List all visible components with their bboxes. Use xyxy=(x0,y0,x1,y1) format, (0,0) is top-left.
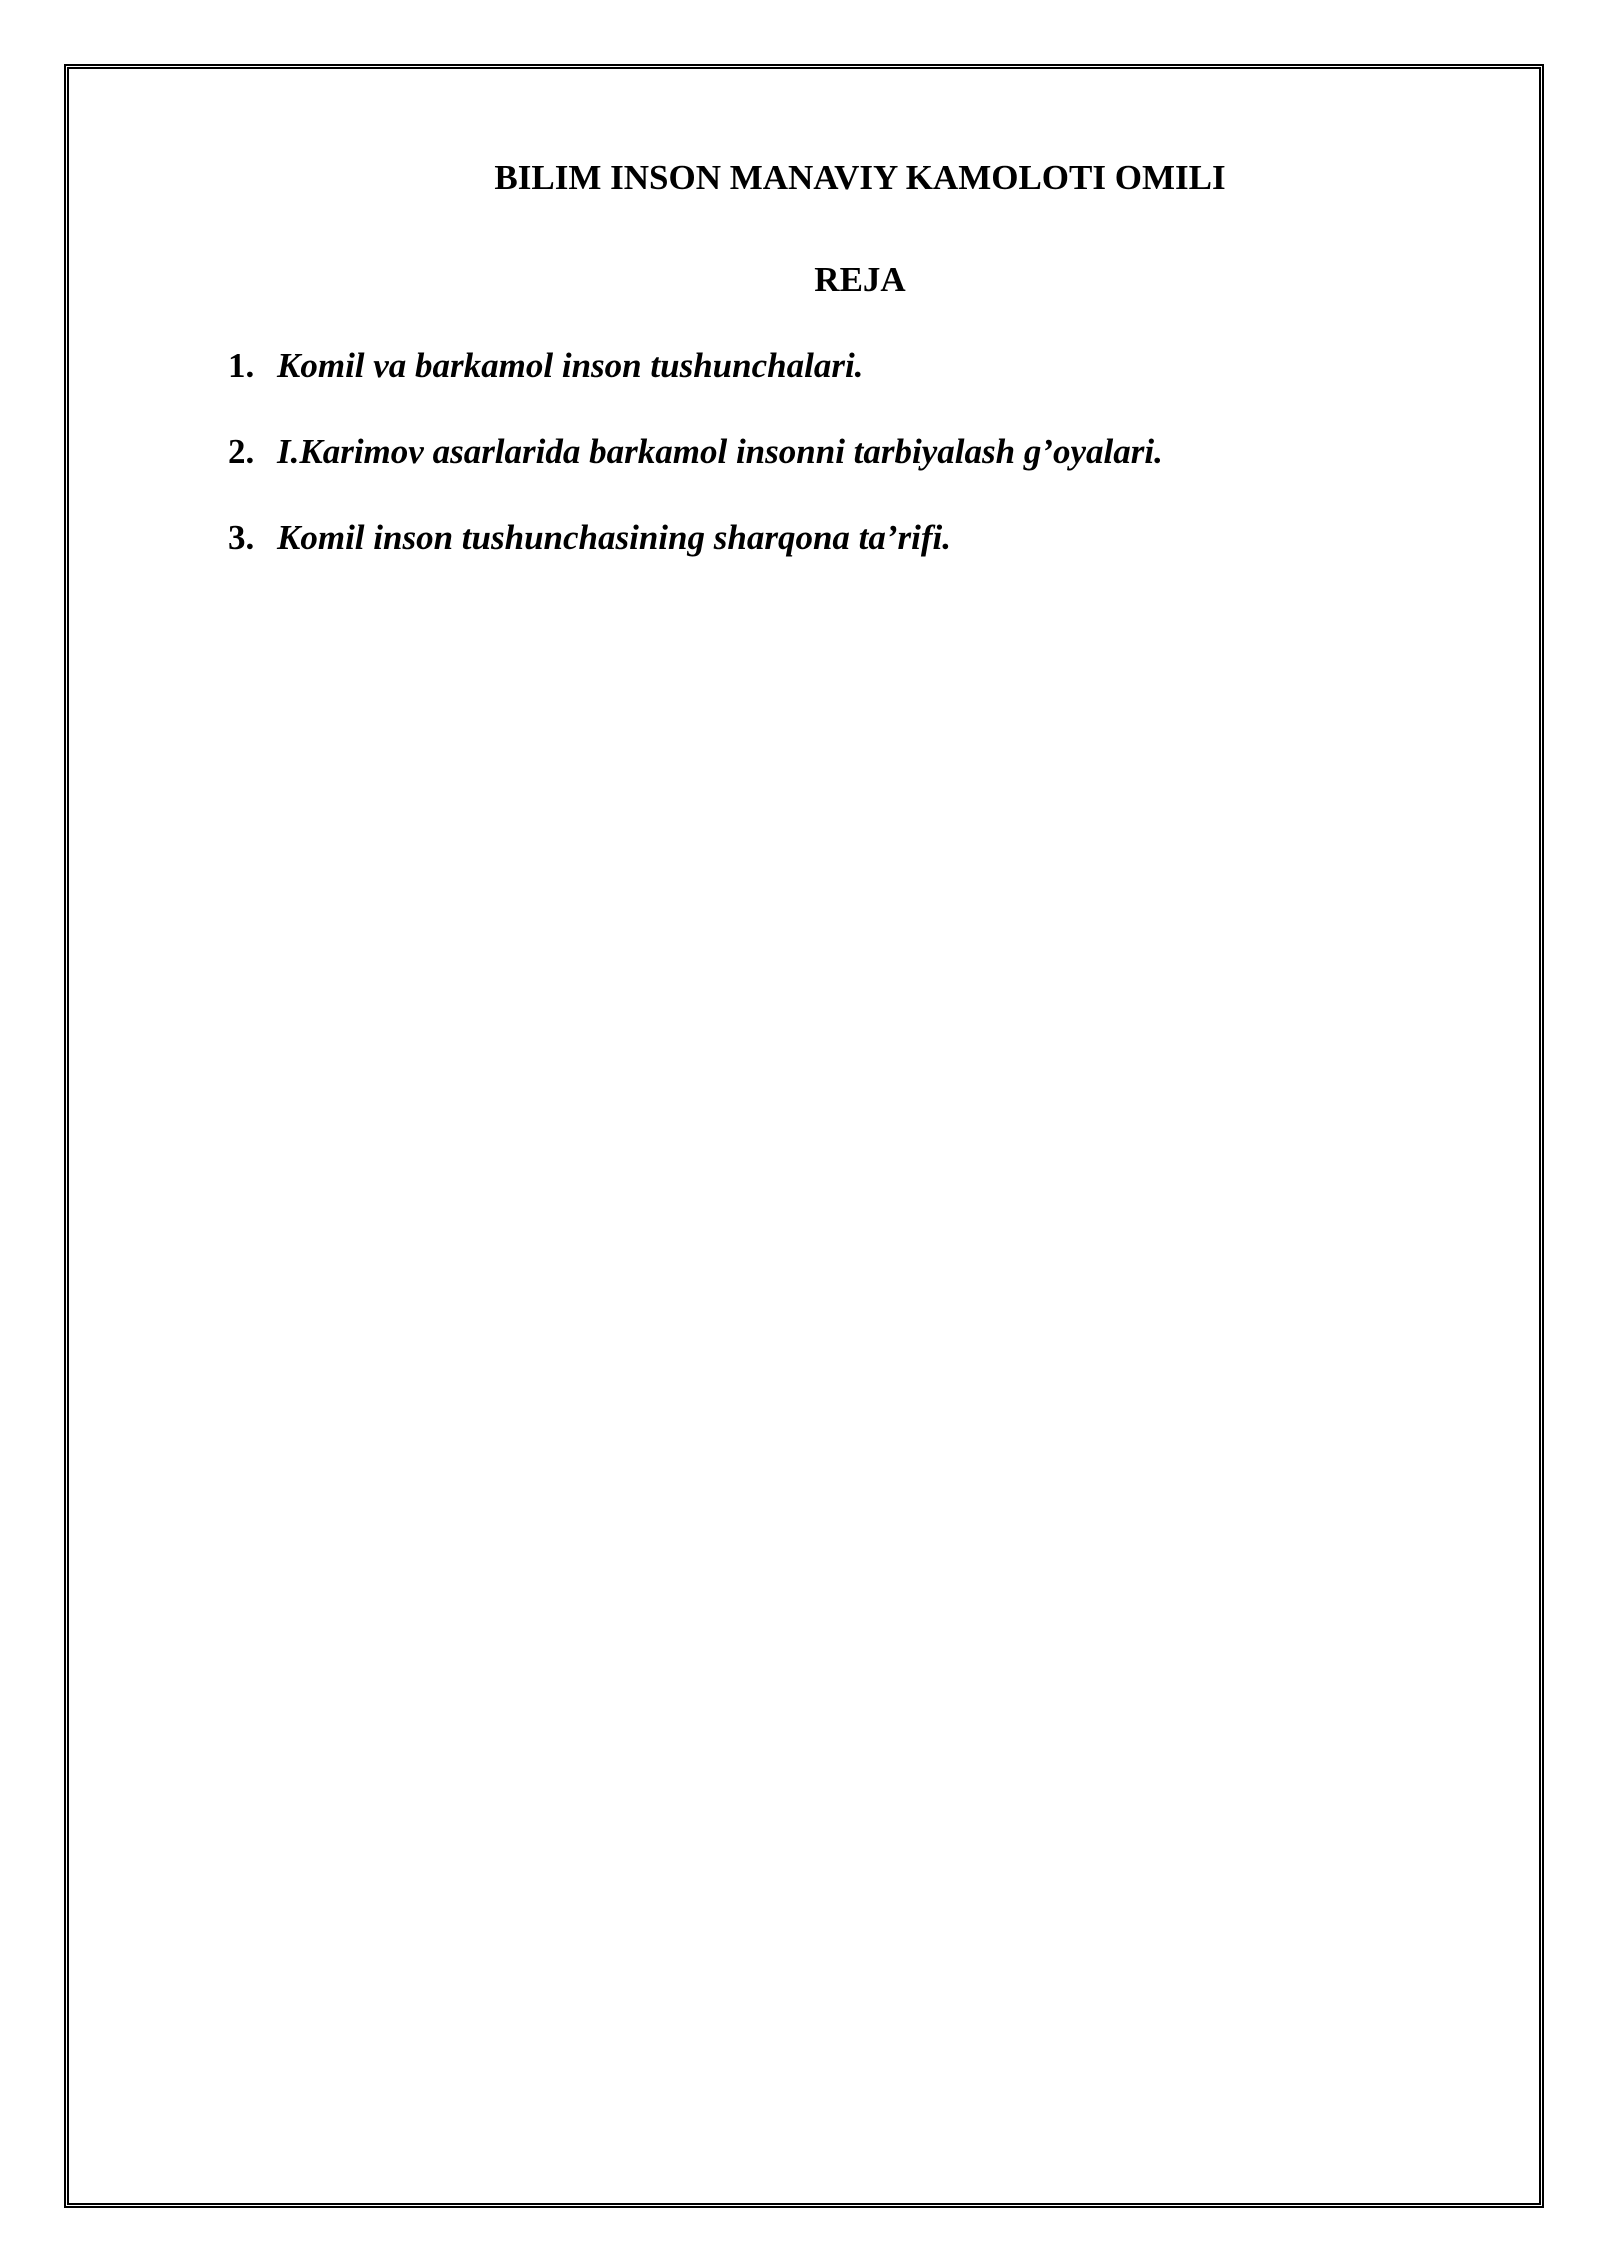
plan-item xyxy=(228,348,1163,383)
plan-heading: REJA xyxy=(814,260,906,299)
plan-item xyxy=(228,434,1163,469)
document-title: BILIM INSON MANAVIY KAMOLOTI OMILI xyxy=(494,158,1226,197)
plan-item-number: 1. xyxy=(228,346,255,385)
plan-item xyxy=(228,520,1163,555)
plan-list xyxy=(228,348,1163,606)
plan-item-text: Komil va barkamol inson tushunchalari. xyxy=(277,346,864,385)
plan-item-text: Komil inson tushunchasining sharqona ta’rifi. xyxy=(277,518,952,557)
plan-item-number: 3. xyxy=(228,518,255,557)
plan-item-text: I.Karimov asarlarida barkamol insonni tarbiyalash g’oyalari. xyxy=(277,432,1163,471)
plan-item-number: 2. xyxy=(228,432,255,471)
